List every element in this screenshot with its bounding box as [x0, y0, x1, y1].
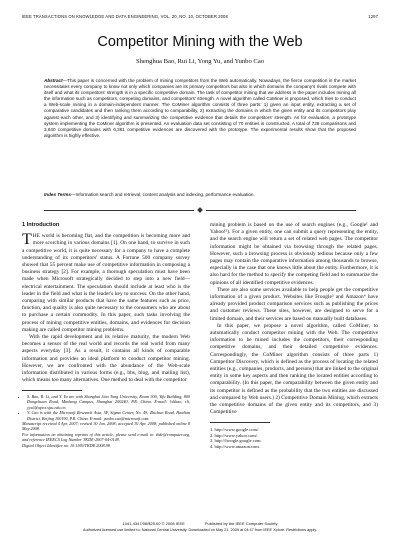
journal-name: IEEE TRANSACTIONS ON KNOWLEDGE AND DATA ENGINEERING, VOL. 20, NO. 10, OCTOBER 2008: [22, 14, 228, 19]
index-terms: [44, 192, 356, 198]
affiliation-2: • Y. Cao is with the Microsoft Research Asia, 5F, Sigma Center, No. 49, Zhichun Road, Haidian District, Beijing 100190, P.R. China. E-mail: yunbo.cao@microsoft.com.: [27, 410, 190, 421]
doi: Digital Object Identifier no. 10.1109/TKDE.2008.98.: [22, 442, 111, 448]
footnote-separator: [22, 390, 82, 391]
url-footnote[interactable]: 3. http://froogle.google.com.: [210, 438, 262, 444]
abstract: [44, 78, 356, 139]
footnotes: [22, 394, 190, 448]
page-number: 1297: [368, 14, 378, 19]
intro-paragraph-2: With the rapid development and its relative maturity, the modern Web becomes a sensor of the real world and records the real world from many aspects everyday [3]. As a result, it contains all kinds of comparable information and provides an ideal platform to conduct competitor mining. However, we are confronted with the abundance of the Web-scale information distributed in various forms (e.g., bbs, blog, and mailing list), which means too many alternatives. One method to deal with the competitor: [22, 334, 190, 384]
right-column: [210, 222, 378, 449]
author-list: Shenghua Bao, Rui Li, Yong Yu, and Yunbo Cao: [135, 58, 265, 65]
section-heading: 1 Introduction: [22, 222, 60, 228]
page-footer: [22, 521, 378, 532]
affiliation-1: • S. Bao, R. Li, and Y. Yu are with Shanghai Jiao Tong University, Room 300, Yifu Building, 800 Dongchuan Road, Minhang Campus, Shanghai 200240, P.R. China. E-mail: {shbao, rli, yyu}@apex.sjtu.edu.cn.: [27, 394, 190, 410]
section-divider: [44, 205, 356, 215]
right-paragraph-3: In this paper, we propose a novel algorithm, called CoMiner, to automatically conduct competitor mining with the Web. The competitive information to be mined includes the competitors, their corresponding competitive domains, and their detailed competitive evidences. Correspondingly, the CoMiner algorithm consists of three parts 1) Competitor Discovery, which is defined as the process of locating the related entities (e.g., companies, products, and persons) that are linked to the original entity in some key aspects and then ranking the located entities according to comparability. (In this paper, the comparability between the given entity and its competitor is defined as the probability that the two entities are discussed and compared by Web users.) 2) Competitive Domain Mining, which extracts the competitive domains of the given entity and its competitors, and 3) Competitive: [210, 322, 378, 416]
right-paragraph-1: mining problem is based on the use of search engines (e.g., Google¹ and Yahoo!²). For a given entity, one can submit a query representing the entity, and the search engine will return a set of related web pages. The competitor information might be obtained via browsing through the related pages. However, such a browsing process is obviously tedious because only a few pages may contain the comparative information among thousands to browse, especially in the case that one knows little about the entity. Furthermore, it is also hard for the method to specify the competing field and to summarize the opinions of all identified competitive evidences.: [210, 222, 378, 286]
issn: 1041-4347/08/$25.00 © 2008 IEEE: [122, 521, 185, 526]
manuscript-received: Manuscript received 4 Apr. 2007; revised 30 Jan. 2008; accepted 30 Apr. 2008; published online 8 May 2008.: [22, 421, 190, 432]
abstract-text: —This paper is concerned with the problem of mining competitors from the Web automatically. Nowadays, the fierce competition in the market necessitates every company to know not only which companies are its primary competitors but also in which domains the company's rivals compete with itself and what its competitors' strength is in a specific competitive domain. The task of competitor mining that we address in the paper includes mining all the information such as competitors, competing domains, and competitors' strength. A novel algorithm called CoMiner is proposed, which tries to conduct a Web-scale mining in a domain-independent manner. The CoMiner algorithm consists of three parts: 1) given an input entity, extracting a set of comparative candidates and then ranking them according to comparability, 2) extracting the domains in which the given entity and its competitors play against each other, and 3) identifying and summarizing the competitive evidence that details the competitors' strength. As for evaluation, a prototype system implementing the CoMiner algorithm is presented. An evaluation data set consisting of 70 entities is constructed. A total of 728 comparisons and 3,640 competitive domains with 6,361 competitive evidences are discovered with the prototype. The experimental results show that the proposed algorithm is highly effective.: [44, 78, 356, 138]
right-paragraph-2: There are also some services available to help people get the competitive information of a given product. Websites like Froogle³ and Amazon⁴ have already provided product comparison services such as publishing the prices and customer reviews. These sites, however, are designed to serve for a limited domain, and their services are based on manually built databases.: [210, 286, 378, 322]
left-column: [22, 222, 190, 448]
index-terms-text: —Information search and retrieval, content analysis and indexing, performance evaluation.: [70, 192, 255, 197]
publisher: Published by the IEEE Computer Society: [204, 521, 278, 526]
url-footnote[interactable]: 1. http://www.google.com/.: [210, 426, 260, 432]
index-terms-label: Index Terms: [44, 192, 71, 197]
paper-title: Competitor Mining with the Web: [97, 34, 303, 50]
diamond-icon: [197, 207, 203, 213]
url-footnote-separator: [210, 422, 270, 423]
reprint-info: For information on obtaining reprints of this article, please send e-mail to: tkde@computer.org, and reference IEEECS Log Number TKDE-2007-04-0149.: [22, 431, 190, 443]
url-footnote[interactable]: 2. http://www.yahoo.com/.: [210, 432, 259, 438]
running-head: [22, 14, 378, 19]
intro-paragraph-1: THE world is becoming flat, and the competition is becoming more and more scorching in various domains [1]. On one hand, to survive in such a competitive world, it is quite necessary for a company to have a complete understanding of its competitors' status. A Fortune 500 company survey showed that 55 percent make use of competitive information in composing a business strategy [2]. For example, a thorough speculation must have been made when Microsoft strategically decided to step into a new field—electrical entertainment. The speculation should include at least who is the leader in the field and what is the leader's key to success. On the other hand, comparing with similar products that have the same features such as price, function, and quality is also quite necessary to the consumers who are about to purchase a certain commodity. In this paper, such tasks involving the process of mining competitive entities, domains, and evidences for decision making are called competitor mining problems.: [22, 231, 190, 333]
drop-cap: T: [22, 231, 32, 249]
license-notice: Authorized licensed use limited to: National Central University. Downloaded on May 21, 2009 at 04:47 from IEEE Xplore. Restrictions apply.: [83, 528, 317, 532]
url-footnote[interactable]: 4. http://www.amazon.com.: [210, 443, 260, 449]
abstract-label: Abstract: [44, 78, 63, 83]
url-footnotes: [210, 427, 378, 449]
